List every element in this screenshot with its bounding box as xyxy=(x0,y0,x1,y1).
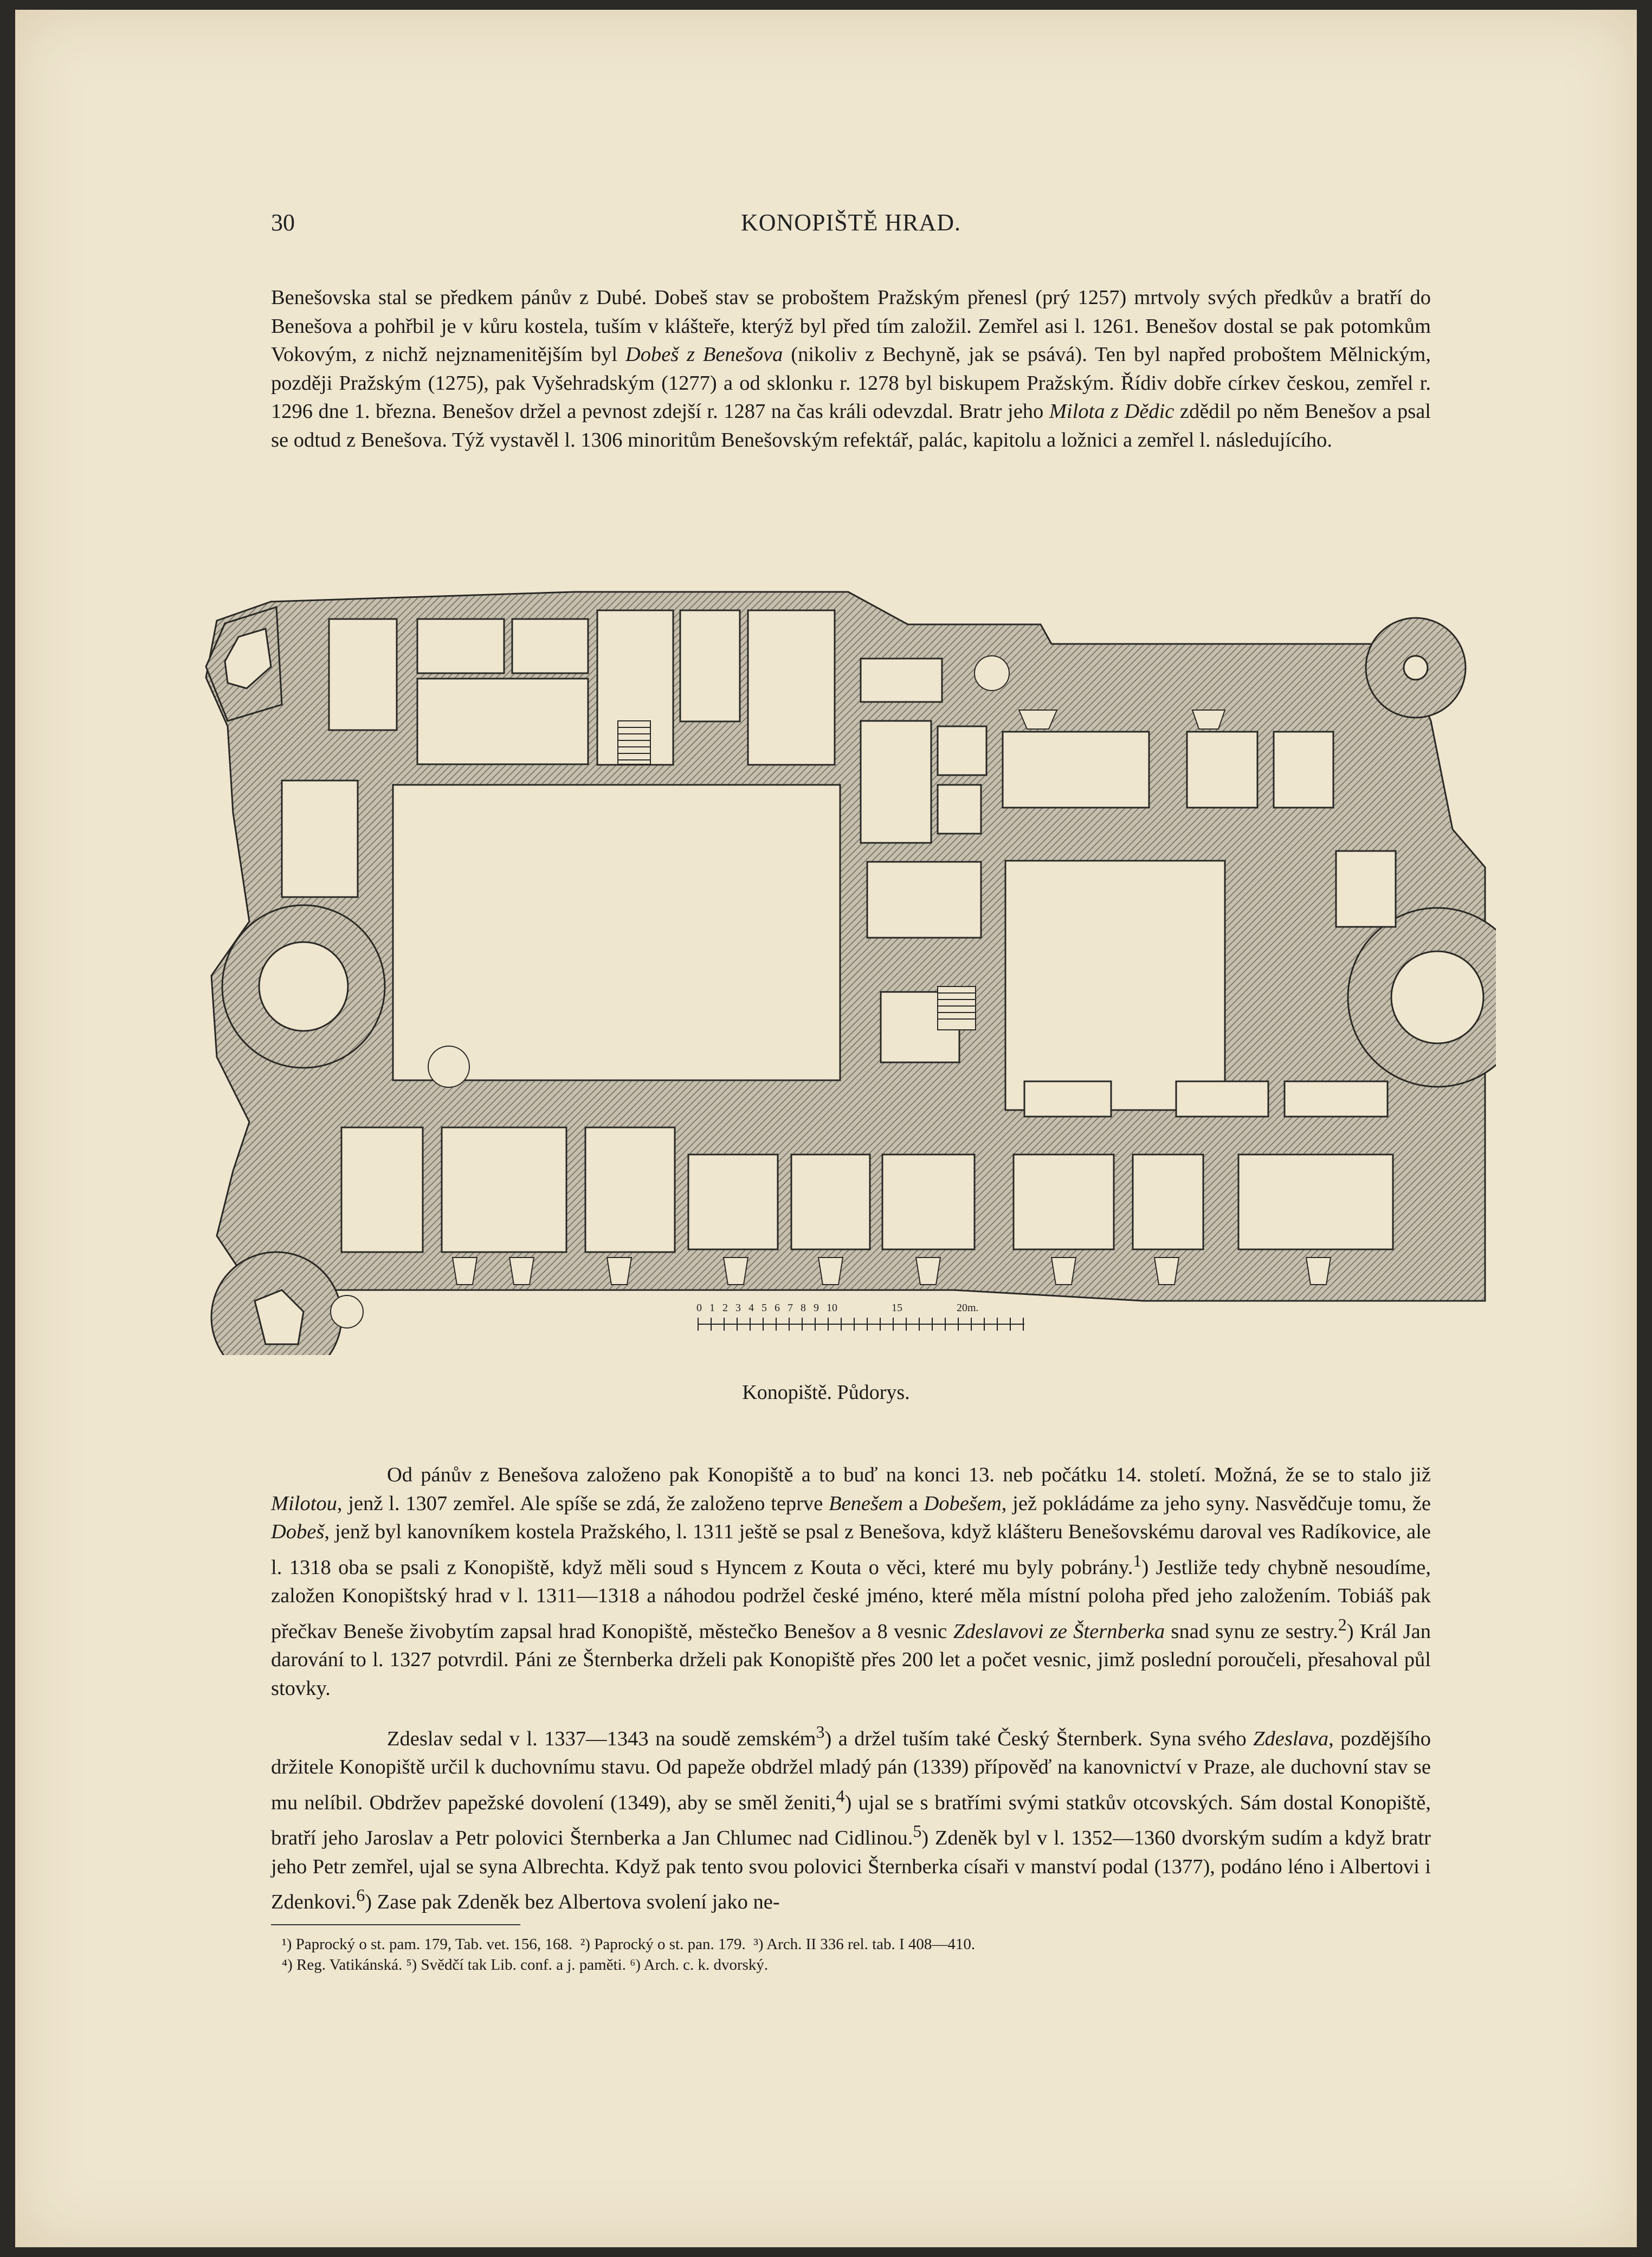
italic-name: Milota z Dědic xyxy=(1049,400,1175,423)
footnote-ref: 1 xyxy=(1133,1550,1142,1570)
scale-tick-label: 3 xyxy=(735,1302,741,1314)
italic-name: Dobešem xyxy=(924,1492,1002,1515)
footnote-rule xyxy=(271,1924,520,1925)
footnote-ref: 2 xyxy=(1338,1614,1347,1634)
body-paragraph-2 xyxy=(271,1461,1431,1703)
italic-name: Milotou xyxy=(271,1492,337,1515)
italic-name: Zdeslava xyxy=(1253,1727,1329,1750)
text-run: , pozdějšího držitele Konopiště určil k duchovnímu stavu. Od papeže obdržel mladý pán (1339) přípověď na kanovnictví v Praze, ale duchovní stav se mu nelíbil. Obdržev papežské dovolení (1349), aby se směl ženiti, xyxy=(271,1727,1431,1814)
body-paragraph-3 xyxy=(271,1718,1431,1917)
footnote-ref: 6 xyxy=(356,1885,365,1905)
intro-paragraph xyxy=(271,283,1431,455)
scale-tick-label: 0 xyxy=(696,1302,702,1314)
footnote-line: ⁴) Reg. Vatikánská. ⁵) Svědčí tak Lib. conf. a j. paměti. ⁶) Arch. c. k. dvorský. xyxy=(282,1956,769,1974)
scale-tick-label: 5 xyxy=(762,1302,767,1314)
text-run: Od pánův z Benešova založeno pak Konopiště a to buď na konci 13. neb počátku 14. století. Možná, že se to stalo již xyxy=(387,1463,1431,1486)
scale-tick-label: 7 xyxy=(788,1302,793,1314)
running-title: KONOPIŠTĚ HRAD. xyxy=(740,209,961,236)
text-run: snad synu ze sestry. xyxy=(1165,1620,1338,1643)
scale-tick-label: 15 xyxy=(892,1302,902,1314)
text-run: Zdeslav sedal v l. 1337—1343 na soudě zemském xyxy=(387,1727,816,1750)
text-run: ) Zase pak Zdeněk bez Albertova svolení jako ne- xyxy=(365,1891,780,1914)
scale-bar xyxy=(688,1297,1041,1340)
italic-name: Dobeš z Benešova xyxy=(625,343,783,366)
footnote-line: ¹) Paprocký o st. pam. 179, Tab. vet. 156, 168. ²) Paprocký o st. pan. 179. ³) Arch. II 336 rel. tab. I 408—410. xyxy=(282,1936,976,1953)
text-run: ) ujal se s bratřími svými statkův otcovských. Sám dostal Konopiště, bratří jeho Jaroslav a Petr polovici Šternberka a Jan Chlumec nad Cidlinou. xyxy=(271,1791,1431,1850)
text-run: ) Jestliže tedy chybně nesoudíme, založen Konopištský hrad v l. 1311—1318 a náhodou podržel české jméno, které měla místní poloha před jeho založením. Tobiáš pak přečkav Beneše živobytím zapsal hrad Konopiště, městečko Benešov a 8 vesnic xyxy=(271,1556,1431,1643)
scale-tick-label: 6 xyxy=(775,1302,780,1314)
text-run: , jenž byl kanovníkem kostela Pražského, l. 1311 ještě se psal z Benešova, když klášteru Benešovskému daroval ves Radíkovice, ale l. 1318 oba se psali z Konopiště, když měli soud s Hyncem z Kouta o věci, které mu byly pobrány. xyxy=(271,1520,1431,1579)
scale-tick-label: 8 xyxy=(801,1302,806,1314)
scale-tick-label: 20m. xyxy=(957,1302,979,1314)
footnote-ref: 5 xyxy=(913,1821,922,1841)
footnote-ref: 3 xyxy=(816,1722,825,1742)
text-run: zdědil po něm Benešov a psal se odtud z Benešova. Týž vystavěl l. 1306 minoritům Benešovským refektář, palác, kapitolu a ložnici a zemřel l. následujícího. xyxy=(271,400,1431,452)
text-run: ) a držel tuším také Český Šternberk. Syna svého xyxy=(824,1727,1254,1750)
scale-tick-label: 9 xyxy=(814,1302,819,1314)
text-run: ) Zdeněk byl v l. 1352—1360 dvorským sudím a když bratr jeho Petr zemřel, ujal se syna Albrechta. Když pak tento svou polovici Šternberka císaři v manství podal (1377), podáno léno i Albertovi i Zdenkovi. xyxy=(271,1827,1431,1914)
scale-tick-label: 4 xyxy=(748,1302,754,1314)
scale-tick-label: 10 xyxy=(827,1302,837,1314)
text-run: a xyxy=(902,1492,924,1515)
castle-floor-plan xyxy=(195,585,1496,1355)
text-run: Benešovska stal se předkem pánův z Dubé. Dobeš stav se proboštem Pražským přenesl (prý 1257) mrtvoly svých předkův a bratří do Benešova a pohřbil je v kůru kostela, tuším v klášteře, kterýž byl před tím založil. Zemřel asi l. 1261. Benešov dostal se pak potomkům Vokovým, z nichž nejznamenitějším byl xyxy=(271,286,1431,366)
figure-caption: Konopiště. Půdorys. xyxy=(742,1381,910,1404)
footnotes xyxy=(282,1934,1431,1975)
italic-name: Zdeslavovi ze Šternberka xyxy=(953,1620,1165,1643)
scale-tick-label: 1 xyxy=(709,1302,715,1314)
text-run: , jenž l. 1307 zemřel. Ale spíše se zdá, že založeno teprve xyxy=(337,1492,829,1515)
text-run: ) Král Jan darování to l. 1327 potvrdil. Páni ze Šternberka drželi pak Konopiště přes 200 let a počet vesnic, jimž poslední poroučeli, přesahoval půl stovky. xyxy=(271,1620,1431,1700)
page-number: 30 xyxy=(271,209,295,236)
text-run: (nikoliv z Bechyně, jak se psává). Ten byl napřed proboštem Mělnickým, později Pražským (1275), pak Vyšehradským (1277) a od sklonku r. 1278 byl biskupem Pražským. Řídiv dobře církev českou, zemřel r. 1296 dne 1. března. Benešov držel a pevnost zdejší r. 1287 na čas králi odevzdal. Bratr jeho xyxy=(271,343,1431,423)
italic-name: Benešem xyxy=(829,1492,903,1515)
text-run: , jež pokládáme za jeho syny. Nasvědčuje tomu, že xyxy=(1001,1492,1431,1515)
page-header xyxy=(271,209,1431,241)
scale-tick-label: 2 xyxy=(722,1302,728,1314)
footnote-ref: 4 xyxy=(836,1786,845,1806)
italic-name: Dobeš xyxy=(271,1520,325,1544)
